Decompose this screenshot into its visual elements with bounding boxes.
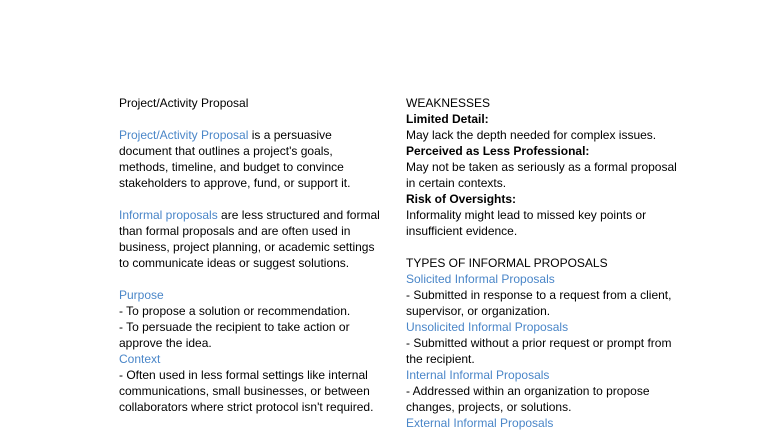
type-name: Solicited Informal Proposals [406, 272, 555, 286]
informal-paragraph [119, 207, 381, 271]
weakness-label: Perceived as Less Professional: [406, 144, 590, 158]
weakness-text: May lack the depth needed for complex issues. [406, 128, 657, 142]
left-column [119, 95, 381, 415]
intro-text: is a persuasive document that outlines a project's goals, methods, timeline, and budget to convince stakeholders to approve, fund, or support it. [119, 128, 351, 190]
type-text: - Submitted in response to a request from a client, supervisor, or organization. [406, 288, 672, 318]
type-text: - Addressed within an organization to propose changes, projects, or solutions. [406, 384, 650, 414]
weakness-label: Limited Detail: [406, 112, 489, 126]
type-name: Internal Informal Proposals [406, 368, 550, 382]
intro-term: Project/Activity Proposal [119, 128, 249, 142]
purpose-heading: Purpose [119, 288, 164, 302]
weakness-label: Risk of Oversights: [406, 192, 517, 206]
purpose-item: - To persuade the recipient to take action or approve the idea. [119, 320, 350, 350]
weakness-text: Informality might lead to missed key points or insufficient evidence. [406, 208, 647, 238]
purpose-item: - To propose a solution or recommendation. [119, 304, 351, 318]
weakness-text: May not be taken as seriously as a formal proposal in certain contexts. [406, 160, 677, 190]
types-heading: TYPES OF INFORMAL PROPOSALS [406, 256, 608, 270]
context-heading: Context [119, 352, 161, 366]
document-title: Project/Activity Proposal [119, 96, 249, 110]
intro-paragraph [119, 127, 381, 191]
right-column [406, 95, 681, 431]
informal-term: Informal proposals [119, 208, 218, 222]
weaknesses-heading: WEAKNESSES [406, 96, 491, 110]
type-name: Unsolicited Informal Proposals [406, 320, 569, 334]
type-text: - Submitted without a prior request or prompt from the recipient. [406, 336, 672, 366]
informal-text: are less structured and formal than formal proposals and are often used in business, project planning, or academic settings to communicate ideas or suggest solutions. [119, 208, 380, 270]
context-item: - Often used in less formal settings like internal communications, small businesses, or between collaborators where strict protocol isn't required. [119, 368, 374, 414]
type-name: External Informal Proposals [406, 416, 554, 430]
